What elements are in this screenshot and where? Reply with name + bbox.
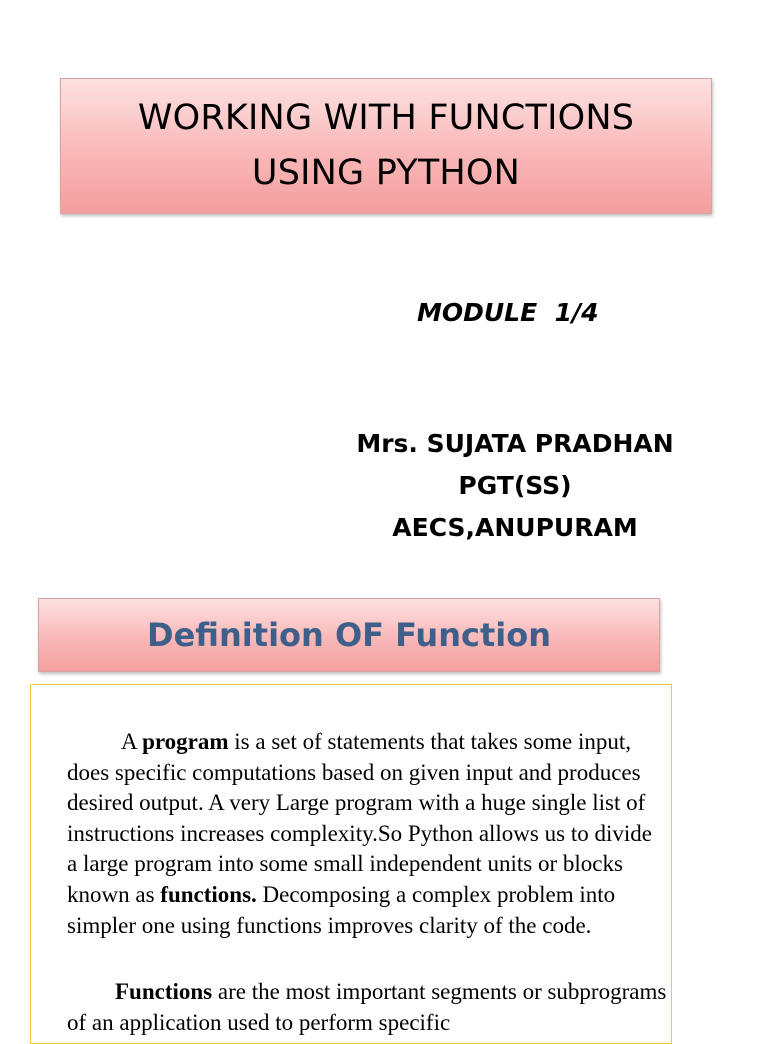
p1-term-functions: functions. — [160, 881, 257, 907]
section-heading: Definition OF Function — [147, 616, 551, 654]
p1-text-a: A — [121, 729, 143, 754]
definition-text-box — [30, 684, 672, 1044]
p2-term-functions: Functions — [115, 979, 213, 1004]
p1-term-program: program — [142, 729, 229, 754]
p1-text-e: Decomposing a complex problem into simpler one using functions improves clarity of the code. — [67, 881, 616, 938]
definition-paragraph-1 — [67, 727, 667, 941]
author-designation: PGT(SS) — [458, 471, 572, 500]
author-name: Mrs. SUJATA PRADHAN — [356, 429, 674, 458]
section-heading-banner — [38, 598, 660, 672]
slide-title — [138, 91, 634, 201]
p1-text-c: is a set of statements that takes some input, does specific computations based on given input and produces desired output. A very Large program with a huge single list of instructions increases complexity.So Python allows us to divide a large program into some small independent units or blocks known as — [67, 729, 652, 907]
author-block — [330, 423, 700, 549]
title-line-2: USING PYTHON — [251, 153, 521, 193]
author-school: AECS,ANUPURAM — [392, 513, 638, 542]
p2-text-b: are the most important segments or subprograms of an application used to perform specific — [67, 979, 667, 1035]
module-label: MODULE 1/4 — [417, 298, 599, 327]
title-line-1: WORKING WITH FUNCTIONS — [137, 98, 635, 138]
definition-paragraph-2 — [67, 977, 667, 1038]
title-banner — [60, 78, 712, 214]
